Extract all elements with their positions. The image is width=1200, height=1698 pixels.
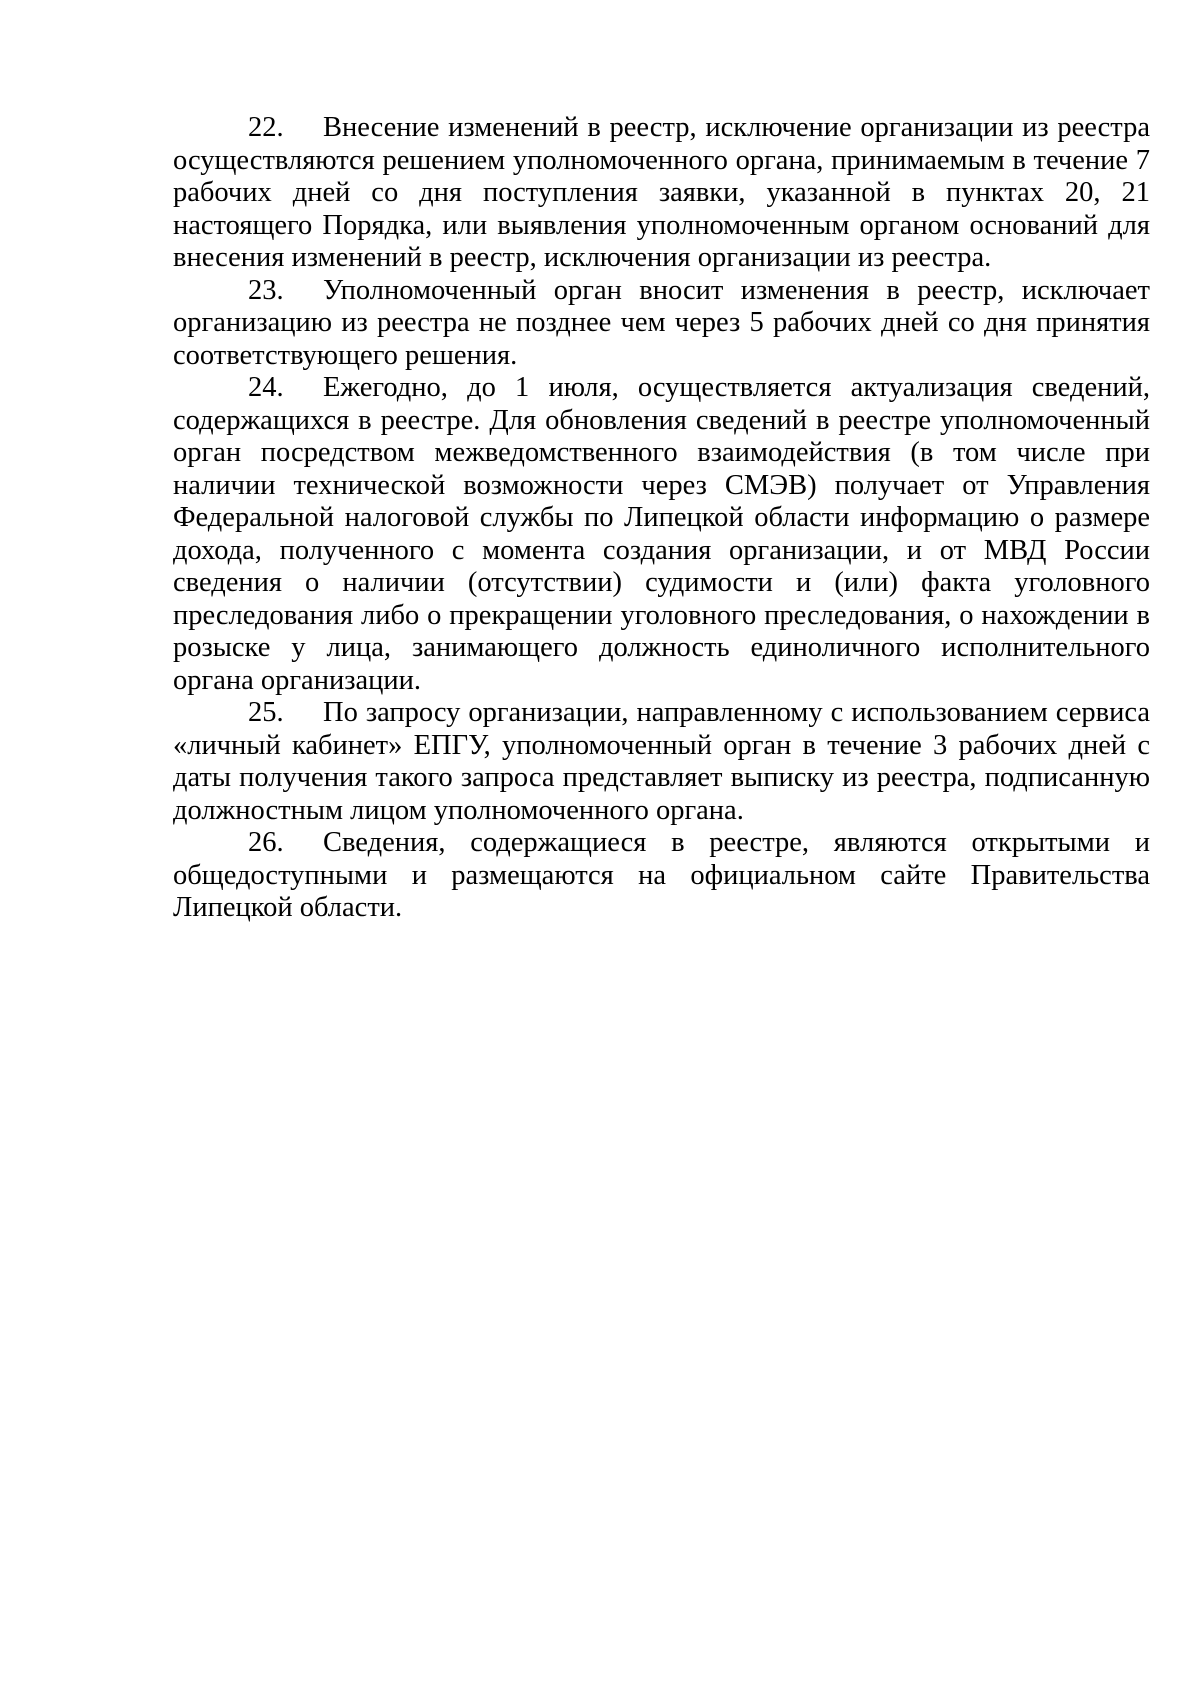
paragraph-22 xyxy=(173,112,1150,275)
paragraph-number: 26. xyxy=(248,827,284,858)
paragraph-number: 24. xyxy=(248,372,284,403)
paragraph-number: 25. xyxy=(248,697,284,728)
paragraph-23 xyxy=(173,275,1150,373)
paragraph-number: 22. xyxy=(248,112,284,143)
paragraph-text: Ежегодно, до 1 июля, осуществляется актуализация сведений, содержащихся в реестре. Для обновления сведений в реестре уполномоченный орган посредством межведомственного взаимодействия (в том числе при наличии технической возможности через СМЭВ) получает от Управления Федеральной налоговой службы по Липецкой области информацию о размере дохода, полученного с момента создания организации, и от МВД России сведения о наличии (отсутствии) судимости и (или) факта уголовного преследования либо о прекращении уголовного преследования, о нахождении в розыске у лица, занимающего должность единоличного исполнительного органа организации. xyxy=(173,372,1150,696)
paragraph-text: Сведения, содержащиеся в реестре, являются открытыми и общедоступными и размещаются на официальном сайте Правительства Липецкой области. xyxy=(173,827,1150,923)
paragraph-24 xyxy=(173,372,1150,697)
paragraph-text: Внесение изменений в реестр, исключение организации из реестра осуществляются решением уполномоченного органа, принимаемым в течение 7 рабочих дней со дня поступления заявки, указанной в пунктах 20, 21 настоящего Порядка, или выявления уполномоченным органом оснований для внесения изменений в реестр, исключения организации из реестра. xyxy=(173,112,1150,273)
document-body xyxy=(173,112,1150,925)
paragraph-number: 23. xyxy=(248,274,284,306)
paragraph-text: Уполномоченный орган вносит изменения в реестр, исключает организацию из реестра не позднее чем через 5 рабочих дней со дня принятия соответствующего решения. xyxy=(173,274,1150,371)
paragraph-26 xyxy=(173,827,1150,925)
paragraph-text: По запросу организации, направленному с использованием сервиса «личный кабинет» ЕПГУ, уполномоченный орган в течение 3 рабочих дней с даты получения такого запроса представляет выписку из реестра, подписанную должностным лицом уполномоченного органа. xyxy=(173,697,1150,826)
paragraph-25 xyxy=(173,697,1150,827)
